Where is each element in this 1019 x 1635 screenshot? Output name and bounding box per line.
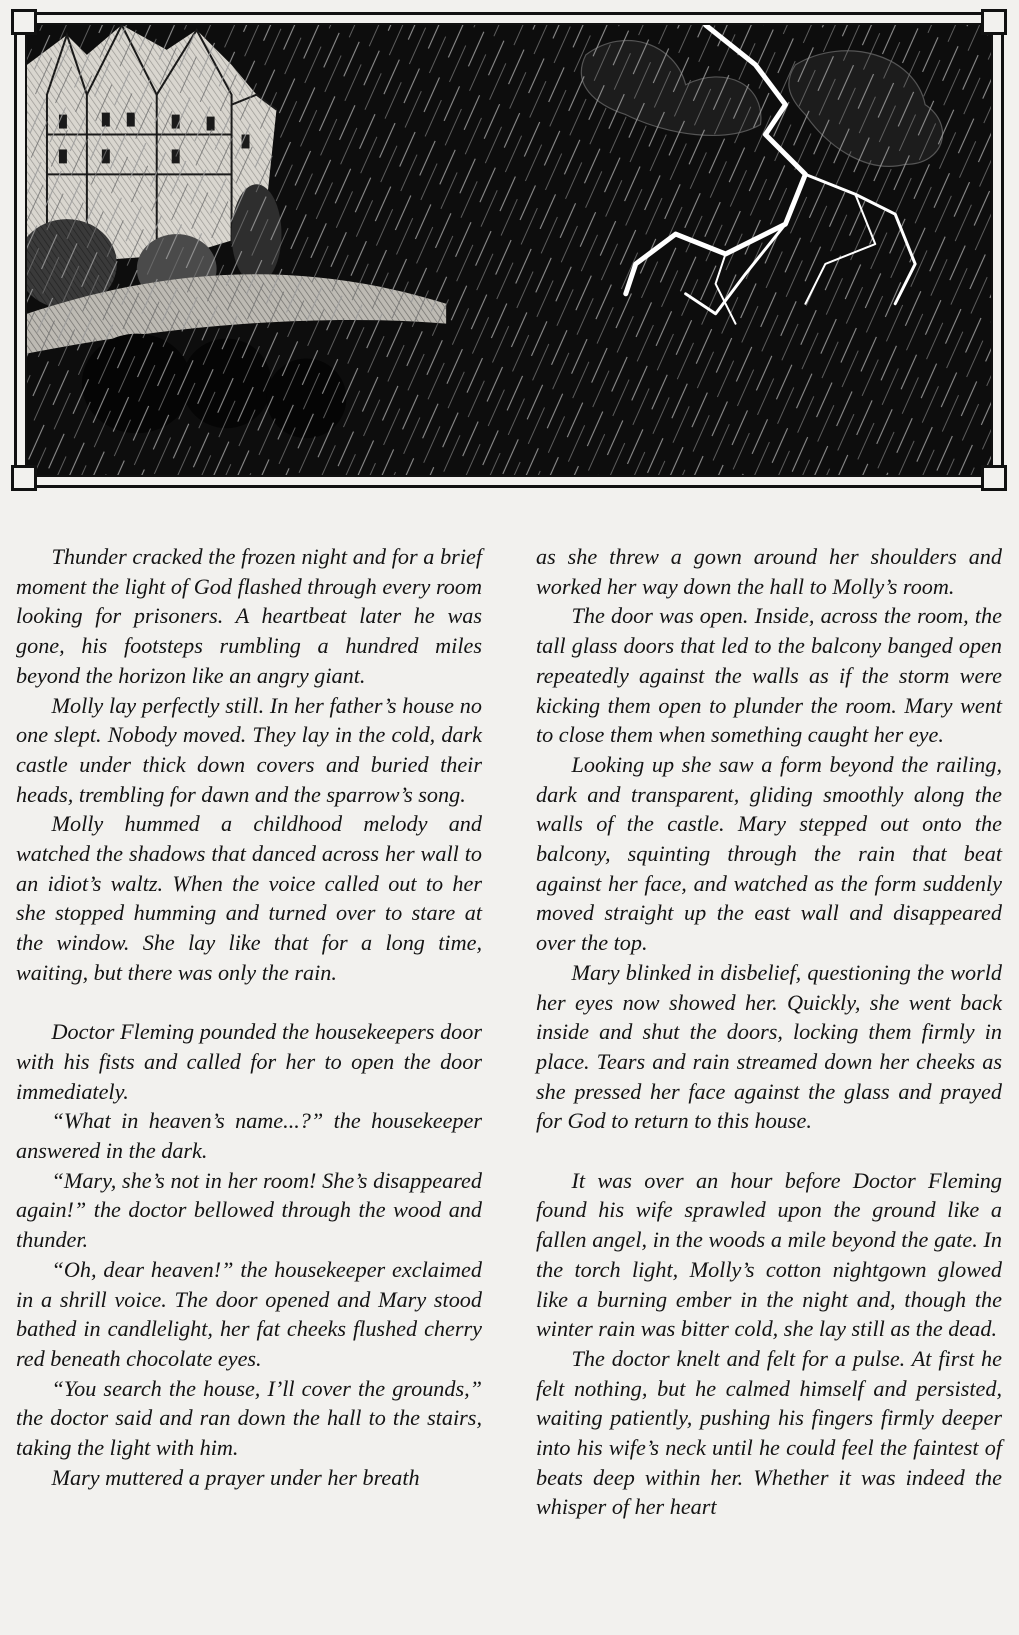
left-text-column <box>16 542 482 1492</box>
paragraph: Thunder cracked the frozen night and for a brief moment the light of God flashed through every room looking for prisoners. A heartbeat later he was gone, his footsteps rumbling a hundred miles beyond the horizon like an angry giant. <box>16 544 482 688</box>
paragraph: Mary muttered a prayer under her breath <box>51 1464 420 1490</box>
frame-corner-ornament <box>11 465 37 491</box>
paragraph: Molly lay perfectly still. In her father’s house no one slept. Nobody moved. They lay in the cold, dark castle under thick down covers and buried their heads, trembling for dawn and the sparrow’s song. <box>16 692 482 807</box>
storm-castle-drawing <box>27 25 991 475</box>
paragraph: Mary blinked in disbelief, questioning the world her eyes now showed her. Quickly, she went back inside and shut the doors, locking them firmly in place. Tears and rain streamed down her cheeks as she pressed her face against the glass and prayed for God to return to this house. <box>536 959 1002 1134</box>
paragraph: “Oh, dear heaven!” the housekeeper exclaimed in a shrill voice. The door opened and Mary stood bathed in candlelight, her fat cheeks flushed cherry red beneath chocolate eyes. <box>16 1256 482 1371</box>
paragraph: Doctor Fleming pounded the housekeepers door with his fists and called for her to open the door immediately. <box>16 1019 482 1104</box>
paragraph: Looking up she saw a form beyond the railing, dark and transparent, gliding smoothly along the walls of the castle. Mary stepped out onto the balcony, squinting through the rain that beat against her face, and watched as the form suddenly moved straight up the east wall and disappeared over the top. <box>536 751 1002 956</box>
paragraph: as she threw a gown around her shoulders and worked her way down the hall to Molly’s room. <box>536 544 1002 599</box>
paragraph: The door was open. Inside, across the room, the tall glass doors that led to the balcony banged open repeatedly against the walls as if the storm were kicking them open to plunder the room. Mary went to close them when something caught her eye. <box>536 603 1002 748</box>
frame-corner-ornament <box>981 9 1007 35</box>
paragraph: “What in heaven’s name...?” the housekeeper answered in the dark. <box>16 1108 482 1164</box>
paragraph: The doctor knelt and felt for a pulse. At first he felt nothing, but he calmed himself and persisted, waiting patiently, pushing his fingers firmly deeper into his wife’s neck until he could feel the faintest of beats deep within her. Whether it was indeed the whisper of her heart <box>536 1345 1002 1520</box>
paragraph: “Mary, she’s not in her room! She’s disappeared again!” the doctor bellowed through the wood and thunder. <box>16 1167 482 1253</box>
storm-illustration <box>25 23 993 477</box>
paragraph: It was over an hour before Doctor Fleming found his wife sprawled upon the ground like a fallen angel, in the woods a mile beyond the gate. In the torch light, Molly’s cotton nightgown glowed like a burning ember in the night and, though the winter rain was bitter cold, she lay still as the dead. <box>536 1167 1002 1342</box>
paragraph: “You search the house, I’ll cover the grounds,” the doctor said and ran down the hall to the stairs, taking the light with him. <box>16 1375 482 1461</box>
paragraph: Molly hummed a childhood melody and watched the shadows that danced across her wall to an idiot’s waltz. When the voice called out to her she stopped humming and turned over to stare at the window. She lay like that for a long time, waiting, but there was only the rain. <box>16 811 482 985</box>
illustration-frame <box>14 12 1004 488</box>
right-text-column <box>536 542 1002 1522</box>
frame-corner-ornament <box>981 465 1007 491</box>
rain-streaks <box>27 25 991 475</box>
frame-corner-ornament <box>11 9 37 35</box>
